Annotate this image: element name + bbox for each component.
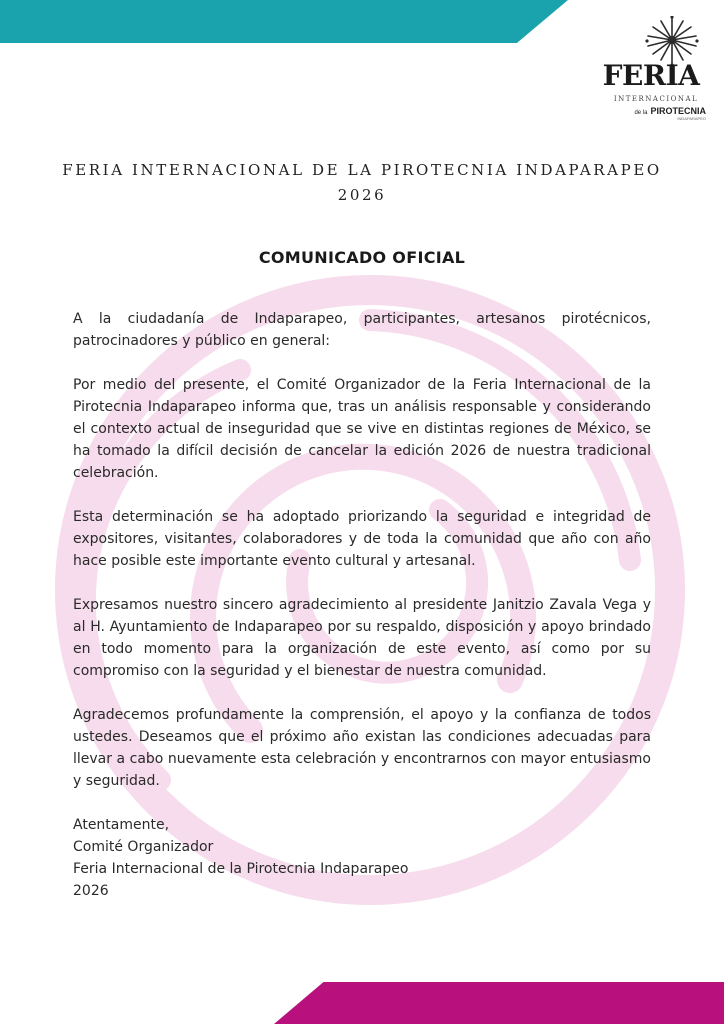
- document-title: COMUNICADO OFICIAL: [258, 248, 466, 267]
- paragraph-greeting: A la ciudadanía de Indaparapeo, participantes, artesanos pirotécnicos, patrocinadores y público en general:: [73, 311, 651, 349]
- logo-prefix: de la: [634, 110, 648, 116]
- salutation: Atentamente,: [73, 817, 170, 833]
- signature-block: [73, 814, 651, 902]
- paragraph-announcement: Por medio del presente, el Comité Organizador de la Feria Internacional de la Pirotecnia Indaparapeo informa que, tras un análisis responsable y considerando el contexto actual de inseguridad que se vive en distintas regiones de México, se ha tomado la difícil decisión de cancelar la edición 2026 de nuestra tradicional celebración.: [73, 377, 651, 481]
- signer: Comité Organizador: [73, 839, 214, 855]
- top-teal-band: [0, 0, 568, 43]
- logo-name: PIROTECNIA: [650, 106, 706, 116]
- signature-year: 2026: [73, 883, 109, 899]
- paragraph-reason: Esta determinación se ha adoptado priorizando la seguridad e integridad de expositores, visitantes, colaboradores y de toda la comunidad que año con año hace posible este importante evento cultural y artesanal.: [73, 509, 651, 569]
- paragraph-closing-wish: Agradecemos profundamente la comprensión, el apoyo y la confianza de todos ustedes. Deseamos que el próximo año existan las condiciones adecuadas para llevar a cabo nuevamente esta celebración y encontrarnos con mayor entusiasmo y seguridad.: [73, 707, 651, 789]
- organization: Feria Internacional de la Pirotecnia Indaparapeo: [73, 861, 409, 877]
- header-line-2: 2026: [337, 186, 387, 204]
- logo-pirotecnia: [600, 107, 706, 116]
- paragraph-thanks: Expresamos nuestro sincero agradecimiento al presidente Janitzio Zavala Vega y al H. Ayuntamiento de Indaparapeo por su respaldo, disposición y apoyo brindado en todo momento para la organización de este evento, así como por su compromiso con la seguridad y el bienestar de nuestra comunidad.: [73, 597, 651, 679]
- logo-title: FERIA: [602, 59, 700, 92]
- header-line-1: FERIA INTERNACIONAL DE LA PIROTECNIA INDAPARAPEO: [62, 161, 662, 179]
- bottom-magenta-band: [274, 982, 724, 1024]
- logo-subtitle: INTERNACIONAL: [613, 95, 699, 103]
- feria-logo: [592, 16, 710, 124]
- event-header: [60, 158, 664, 208]
- logo-place: INDAPARAPEO: [677, 116, 706, 121]
- communique-body: [73, 308, 651, 902]
